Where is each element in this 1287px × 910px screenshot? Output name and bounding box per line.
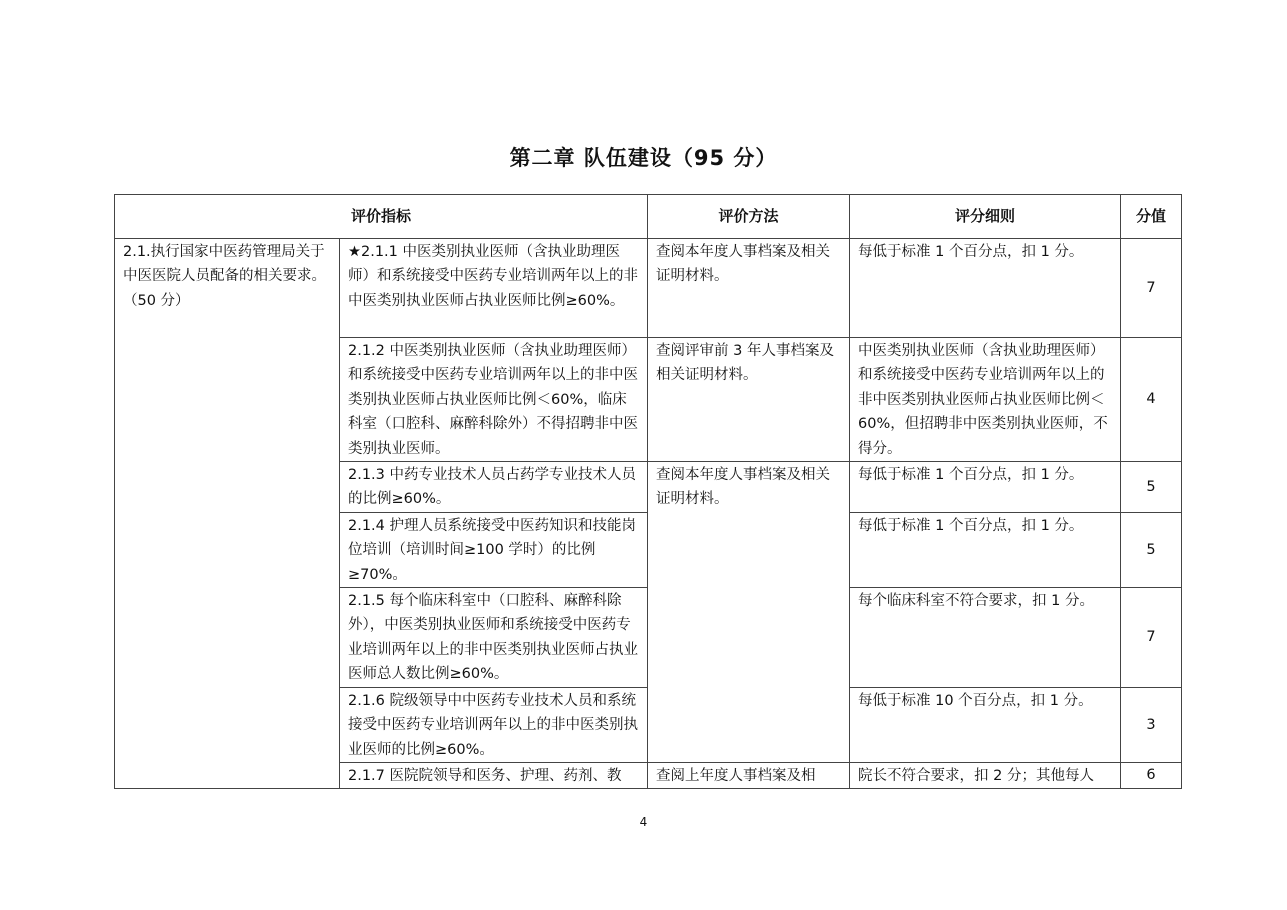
method-cell: 查阅本年度人事档案及相关证明材料。	[648, 239, 850, 338]
detail-cell: 每低于标准 10 个百分点，扣 1 分。	[850, 687, 1121, 762]
table-header-row	[115, 195, 1182, 239]
page-title: 第二章 队伍建设（95 分）	[509, 146, 778, 170]
method-cell: 查阅本年度人事档案及相关证明材料。	[648, 462, 850, 763]
section-label: 2.1.执行国家中医药管理局关于中医医院人员配备的相关要求。（50 分）	[115, 239, 340, 789]
score-cell: 4	[1121, 338, 1182, 462]
indicator-cell: 2.1.6 院级领导中中医药专业技术人员和系统接受中医药专业培训两年以上的非中医类别执业医师的比例≥60%。	[340, 687, 648, 762]
header-indicator: 评价指标	[115, 195, 648, 239]
indicator-cell: 2.1.7 医院院领导和医务、护理、药剂、教	[340, 762, 648, 788]
indicator-cell: 2.1.4 护理人员系统接受中医药知识和技能岗位培训（培训时间≥100 学时）的比例≥70%。	[340, 512, 648, 587]
header-score: 分值	[1121, 195, 1182, 239]
method-cell: 查阅评审前 3 年人事档案及相关证明材料。	[648, 338, 850, 462]
indicator-cell: 2.1.2 中医类别执业医师（含执业助理医师）和系统接受中医药专业培训两年以上的非中医类别执业医师占执业医师比例＜60%，临床科室（口腔科、麻醉科除外）不得招聘非中医类别执业医师。	[340, 338, 648, 462]
score-cell: 7	[1121, 588, 1182, 688]
score-cell: 6	[1121, 762, 1182, 788]
detail-cell: 每低于标准 1 个百分点，扣 1 分。	[850, 239, 1121, 338]
header-detail: 评分细则	[850, 195, 1121, 239]
score-cell: 7	[1121, 239, 1182, 338]
evaluation-table	[114, 194, 1182, 789]
page-number: 4	[639, 815, 648, 829]
indicator-cell: 2.1.5 每个临床科室中（口腔科、麻醉科除外），中医类别执业医师和系统接受中医药专业培训两年以上的非中医类别执业医师占执业医师总人数比例≥60%。	[340, 588, 648, 688]
detail-cell: 每低于标准 1 个百分点，扣 1 分。	[850, 512, 1121, 587]
detail-cell: 中医类别执业医师（含执业助理医师）和系统接受中医药专业培训两年以上的非中医类别执业医师占执业医师比例＜60%，但招聘非中医类别执业医师，不得分。	[850, 338, 1121, 462]
score-cell: 5	[1121, 462, 1182, 513]
table-row	[115, 239, 1182, 338]
header-method: 评价方法	[648, 195, 850, 239]
method-cell: 查阅上年度人事档案及相	[648, 762, 850, 788]
indicator-cell: 2.1.3 中药专业技术人员占药学专业技术人员的比例≥60%。	[340, 462, 648, 513]
score-cell: 3	[1121, 687, 1182, 762]
detail-cell: 院长不符合要求，扣 2 分；其他每人	[850, 762, 1121, 788]
detail-cell: 每个临床科室不符合要求，扣 1 分。	[850, 588, 1121, 688]
detail-cell: 每低于标准 1 个百分点，扣 1 分。	[850, 462, 1121, 513]
indicator-cell: ★2.1.1 中医类别执业医师（含执业助理医师）和系统接受中医药专业培训两年以上的非中医类别执业医师占执业医师比例≥60%。	[340, 239, 648, 338]
score-cell: 5	[1121, 512, 1182, 587]
